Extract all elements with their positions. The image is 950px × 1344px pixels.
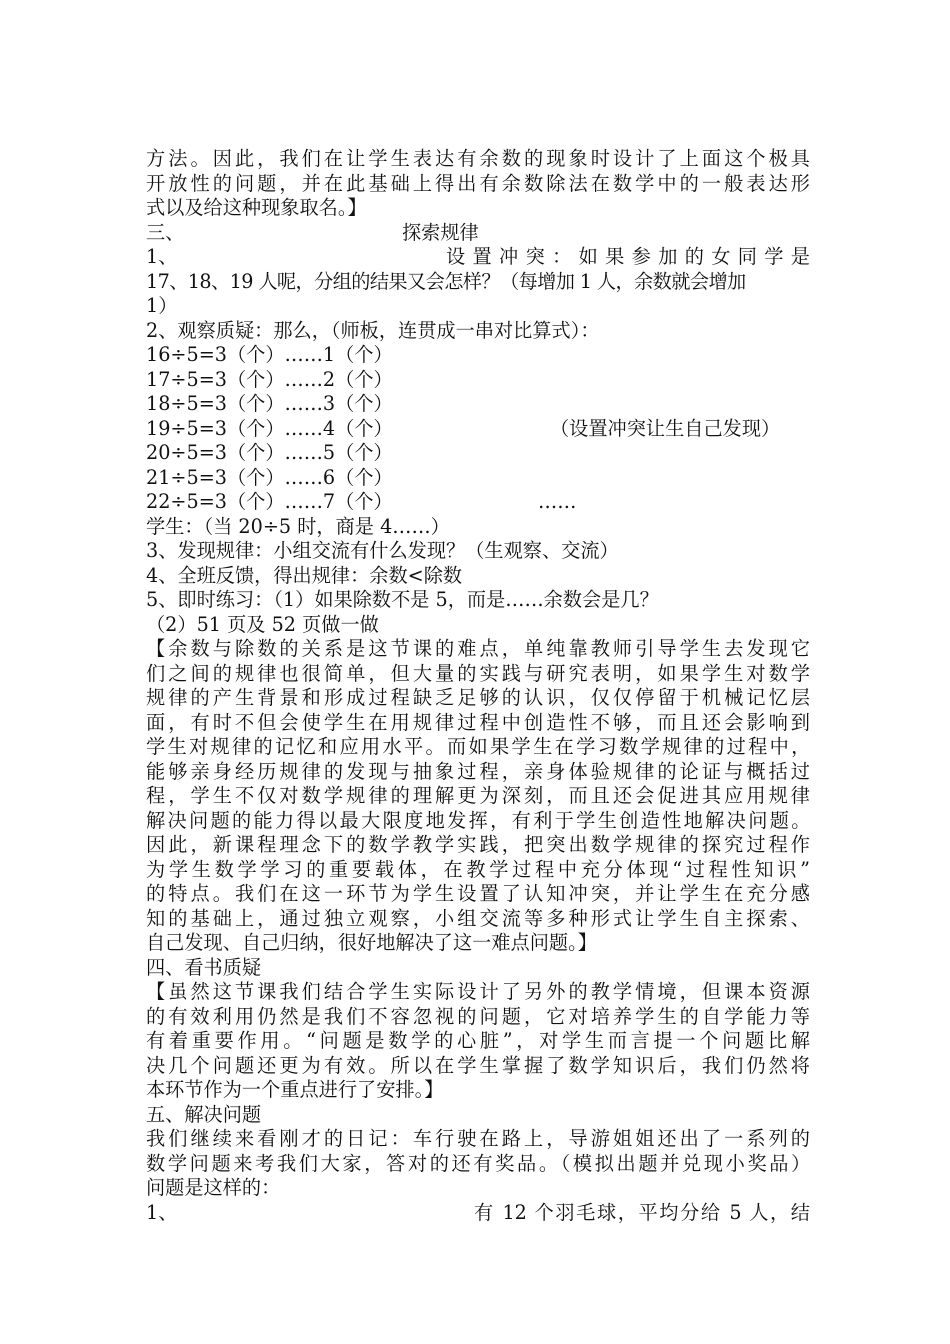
section-3-heading <box>146 221 810 246</box>
comment-line: 知的基础上，通过独立观察，小组交流等多种形式让学生自主探索、 <box>146 906 810 930</box>
comment-line: 【虽然这节课我们结合学生实际设计了另外的教学情境，但课本资源 <box>146 980 810 1003</box>
comment-line: 自己发现、自己归纳，很好地解决了这一难点问题。】 <box>146 931 597 954</box>
comment-line: 解决问题的能力得以最大限度地发挥，有利于学生创造性地解决问题。 <box>146 808 810 832</box>
item-5: 5、即时练习：（1）如果除数不是 5，而是……余数会是几？ <box>146 588 659 611</box>
formula-line: 22÷5=3（个）……7（个） <box>146 490 393 513</box>
formula-ellipsis: …… <box>538 490 577 513</box>
comment-line: 学生对规律的记忆和应用水平。而如果学生在学习数学规律的过程中， <box>146 735 810 758</box>
formula-row <box>146 490 810 515</box>
section-title: 探索规律 <box>402 220 479 244</box>
question-text: 有 12 个羽毛球，平均分给 5 人，结 <box>474 1200 810 1224</box>
item-4: 4、全班反馈，得出规律：余数<除数 <box>146 563 463 587</box>
paragraph-line: 1） <box>146 294 178 317</box>
paragraph-line: 问题是这样的： <box>146 1176 281 1199</box>
comment-line: 有着重要作用。“问题是数学的心脏”，对学生而言提一个问题比解 <box>146 1029 810 1052</box>
section-number: 三、 <box>146 220 185 244</box>
comment-line: 们之间的规律也很简单，但大量的实践与研究表明，如果学生对数学 <box>146 661 810 685</box>
paragraph-line: 开放性的问题，并在此基础上得出有余数除法在数学中的一般表达形 <box>146 171 810 195</box>
paragraph-line: 17、18、19 人呢，分组的结果又会怎样？（每增加 1 人，余数就会增加 <box>146 269 746 293</box>
formula-line: 19÷5=3（个）……4（个） <box>146 416 393 440</box>
paragraph-line: 数学问题来考我们大家，答对的还有奖品。（模拟出题并兑现小奖品） <box>146 1151 810 1175</box>
section-5-heading: 五、解决问题 <box>146 1102 262 1126</box>
formula-line: 21÷5=3（个）……6（个） <box>146 465 393 489</box>
question-1 <box>146 1201 810 1226</box>
formula-row <box>146 417 810 442</box>
comment-line: 面，有时不但会使学生在用规律过程中创造性不够，而且还会影响到 <box>146 710 810 734</box>
comment-line: 能够亲身经历规律的发现与抽象过程，亲身体验规律的论证与概括过 <box>146 759 810 783</box>
comment-line: 决几个问题还更为有效。所以在学生掌握了数学知识后，我们仍然将 <box>146 1053 810 1077</box>
section-4-heading: 四、看书质疑 <box>146 955 262 979</box>
item-text: 设置冲突：如果参加的女同学是 <box>446 245 810 268</box>
comment-line: 程，学生不仅对数学规律的理解更为深刻，而且还会促进其应用规律 <box>146 784 810 807</box>
comment-line: 因此，新课程理念下的数学教学实践，把突出数学规律的探究过程作 <box>146 833 810 856</box>
formula-line: 20÷5=3（个）……5（个） <box>146 441 393 464</box>
formula-line: 17÷5=3（个）……2（个） <box>146 367 393 391</box>
comment-line: 的有效利用仍然是我们不容忽视的问题，它对培养学生的自学能力等 <box>146 1004 810 1028</box>
paragraph-line: 我们继续来看刚才的日记：车行驶在路上，导游姐姐还出了一系列的 <box>146 1127 810 1150</box>
formula-note: （设置冲突让生自己发现） <box>550 416 781 440</box>
student-answer: 学生：（当 20÷5 时，商是 4……） <box>146 514 450 538</box>
formula-line: 18÷5=3（个）……3（个） <box>146 392 393 415</box>
comment-line: 为学生数学学习的重要载体，在教学过程中充分体现“过程性知识” <box>146 857 810 881</box>
paragraph-line: 式以及给这种现象取名。】 <box>146 196 367 219</box>
comment-line: 【余数与除数的关系是这节课的难点，单纯靠教师引导学生去发现它 <box>146 637 810 660</box>
formula-line: 16÷5=3（个）……1（个） <box>146 343 393 366</box>
document-body <box>146 147 810 1225</box>
item-number: 1、 <box>146 245 178 268</box>
comment-line: 规律的产生背景和形成过程缺乏足够的认识，仅仅停留于机械记忆层 <box>146 686 810 709</box>
paragraph-line: 方法。因此，我们在让学生表达有余数的现象时设计了上面这个极具 <box>146 147 810 170</box>
question-number: 1、 <box>146 1200 178 1224</box>
item-5-part-2: （2）51 页及 52 页做一做 <box>146 612 379 636</box>
item-3: 3、发现规律：小组交流有什么发现？（生观察、交流） <box>146 539 619 562</box>
comment-line: 的特点。我们在这一环节为学生设置了认知冲突，并让学生在充分感 <box>146 882 810 905</box>
item-1 <box>146 245 810 270</box>
comment-line: 本环节作为一个重点进行了安排。】 <box>146 1078 444 1101</box>
item-2: 2、观察质疑：那么，（师板，连贯成一串对比算式）： <box>146 318 600 342</box>
